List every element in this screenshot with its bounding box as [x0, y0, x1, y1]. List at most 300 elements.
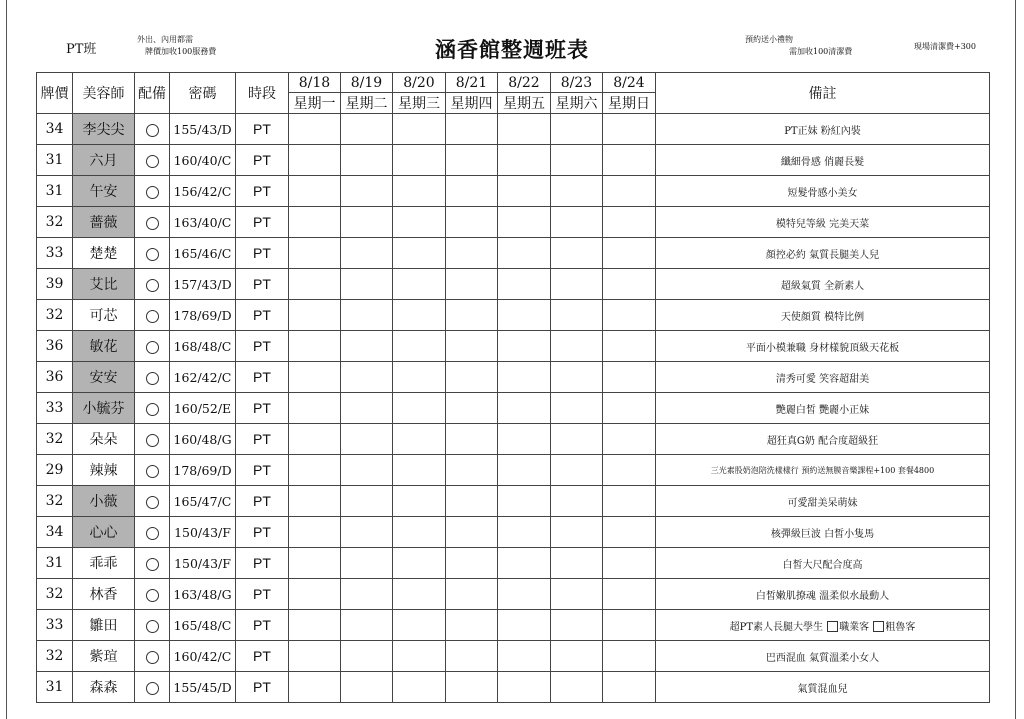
onsite-cleaning-fee-note: 現場清潔費+300 [914, 42, 976, 51]
weekly-schedule-table [36, 72, 990, 703]
circle-icon [146, 279, 159, 292]
stylist-name: 乖乖 [73, 548, 135, 579]
period-cell: PT [236, 393, 289, 424]
equip-cell [135, 455, 170, 486]
day-slot [551, 176, 603, 207]
equip-cell [135, 424, 170, 455]
table-row [37, 269, 990, 300]
equip-cell [135, 269, 170, 300]
day-slot [289, 579, 341, 610]
day-slot [603, 207, 656, 238]
day-slot [551, 455, 603, 486]
table-row [37, 610, 990, 641]
circle-icon [146, 682, 159, 695]
day-slot [498, 331, 551, 362]
stylist-name: 雛田 [73, 610, 135, 641]
note-cell: PT正妹 粉紅內裝 [656, 114, 990, 145]
day-slot [393, 393, 446, 424]
day-slot [446, 238, 498, 269]
note-cell: 氣質混血兒 [656, 672, 990, 703]
price-cell: 32 [37, 486, 73, 517]
measure-cell: 165/46/C [170, 238, 236, 269]
price-cell: 32 [37, 424, 73, 455]
equip-cell [135, 672, 170, 703]
table-row [37, 331, 990, 362]
circle-icon [146, 496, 159, 509]
service-fee-note-line1: 外出、內用都需 [137, 35, 193, 44]
equip-cell [135, 641, 170, 672]
day-slot [289, 176, 341, 207]
day-slot [498, 548, 551, 579]
measure-cell: 165/48/C [170, 610, 236, 641]
circle-icon [146, 434, 159, 447]
note-cell: 可愛甜美呆萌妹 [656, 486, 990, 517]
period-cell: PT [236, 331, 289, 362]
day-slot [603, 517, 656, 548]
day-slot [393, 300, 446, 331]
measure-cell: 160/40/C [170, 145, 236, 176]
note-cell: 顏控必約 氣質長腿美人兒 [656, 238, 990, 269]
day-slot [289, 641, 341, 672]
checkbox-icon [873, 621, 884, 632]
note-text: 職業客 [839, 621, 873, 633]
day-slot [551, 114, 603, 145]
day-slot [341, 362, 393, 393]
day-slot [498, 300, 551, 331]
circle-icon [146, 620, 159, 633]
circle-icon [146, 589, 159, 602]
col-header-measure: 密碼 [170, 73, 236, 114]
day-slot [393, 610, 446, 641]
day-slot [603, 300, 656, 331]
day-slot [446, 548, 498, 579]
circle-icon [146, 465, 159, 478]
note-cell: 短髮骨感小美女 [656, 176, 990, 207]
day-date: 8/20 [393, 73, 446, 93]
table-row [37, 362, 990, 393]
day-slot [603, 672, 656, 703]
day-slot [551, 362, 603, 393]
table-row [37, 548, 990, 579]
table-row [37, 517, 990, 548]
period-cell: PT [236, 300, 289, 331]
stylist-name: 楚楚 [73, 238, 135, 269]
day-slot [498, 641, 551, 672]
price-cell: 32 [37, 300, 73, 331]
equip-cell [135, 114, 170, 145]
day-slot [446, 207, 498, 238]
table-row [37, 486, 990, 517]
stylist-name: 辣辣 [73, 455, 135, 486]
note-cell: 白皙大尺配合度高 [656, 548, 990, 579]
day-slot [603, 610, 656, 641]
day-slot [603, 238, 656, 269]
pt-class-label: PT班 [66, 42, 97, 57]
day-slot [341, 238, 393, 269]
day-slot [393, 672, 446, 703]
day-slot [341, 579, 393, 610]
day-slot [393, 486, 446, 517]
equip-cell [135, 300, 170, 331]
day-slot [289, 517, 341, 548]
measure-cell: 150/43/F [170, 548, 236, 579]
day-slot [603, 548, 656, 579]
price-cell: 32 [37, 207, 73, 238]
period-cell: PT [236, 207, 289, 238]
day-slot [446, 362, 498, 393]
measure-cell: 162/42/C [170, 362, 236, 393]
day-slot [446, 579, 498, 610]
day-slot [498, 579, 551, 610]
col-header-price: 牌價 [37, 73, 73, 114]
period-cell: PT [236, 238, 289, 269]
equip-cell [135, 548, 170, 579]
day-slot [498, 362, 551, 393]
day-slot [393, 145, 446, 176]
day-slot [393, 362, 446, 393]
period-cell: PT [236, 114, 289, 145]
day-slot [341, 455, 393, 486]
measure-cell: 178/69/D [170, 300, 236, 331]
table-row [37, 579, 990, 610]
day-weekday: 星期五 [498, 93, 551, 114]
stylist-name: 森森 [73, 672, 135, 703]
day-slot [289, 238, 341, 269]
circle-icon [146, 248, 159, 261]
equip-cell [135, 517, 170, 548]
col-header-equip: 配備 [135, 73, 170, 114]
circle-icon [146, 310, 159, 323]
price-cell: 31 [37, 548, 73, 579]
day-slot [341, 114, 393, 145]
table-row [37, 300, 990, 331]
table-row [37, 641, 990, 672]
day-date: 8/19 [341, 73, 393, 93]
measure-cell: 168/48/C [170, 331, 236, 362]
stylist-name: 艾比 [73, 269, 135, 300]
day-slot [498, 393, 551, 424]
schedule-rows [37, 114, 990, 703]
stylist-name: 林香 [73, 579, 135, 610]
table-row [37, 424, 990, 455]
day-slot [341, 331, 393, 362]
stylist-name: 李尖尖 [73, 114, 135, 145]
day-slot [341, 269, 393, 300]
circle-icon [146, 558, 159, 571]
stylist-name: 紫瑄 [73, 641, 135, 672]
day-weekday: 星期六 [551, 93, 603, 114]
equip-cell [135, 331, 170, 362]
day-slot [498, 672, 551, 703]
day-slot [603, 393, 656, 424]
day-slot [446, 672, 498, 703]
col-header-period: 時段 [236, 73, 289, 114]
day-slot [341, 207, 393, 238]
day-date: 8/22 [498, 73, 551, 93]
booking-gift-note [745, 34, 852, 58]
day-slot [289, 269, 341, 300]
table-row [37, 238, 990, 269]
day-slot [446, 269, 498, 300]
measure-cell: 150/43/F [170, 517, 236, 548]
note-text: 粗魯客 [885, 621, 916, 633]
equip-cell [135, 176, 170, 207]
note-cell: 三光素股奶泡陪洗樣樣行 預約送無膜音樂課程+100 套餐4800 [656, 455, 990, 486]
day-slot [603, 362, 656, 393]
day-slot [289, 486, 341, 517]
day-slot [551, 517, 603, 548]
day-slot [551, 300, 603, 331]
day-slot [393, 424, 446, 455]
day-slot [446, 331, 498, 362]
note-cell: 纖細骨感 俏麗長髮 [656, 145, 990, 176]
price-cell: 29 [37, 455, 73, 486]
day-slot [341, 517, 393, 548]
day-slot [446, 610, 498, 641]
note-text: 超PT素人長腿大學生 [729, 621, 827, 633]
equip-cell [135, 145, 170, 176]
note-cell: 艷麗白皙 艷麗小正妹 [656, 393, 990, 424]
day-slot [551, 238, 603, 269]
circle-icon [146, 651, 159, 664]
day-slot [446, 486, 498, 517]
day-slot [289, 610, 341, 641]
day-slot [341, 145, 393, 176]
stylist-name: 薔薇 [73, 207, 135, 238]
day-slot [603, 424, 656, 455]
day-slot [393, 176, 446, 207]
period-cell: PT [236, 548, 289, 579]
price-cell: 34 [37, 517, 73, 548]
day-slot [551, 145, 603, 176]
day-slot [289, 548, 341, 579]
day-slot [498, 455, 551, 486]
measure-cell: 155/43/D [170, 114, 236, 145]
note-cell: 天使顏質 模特比例 [656, 300, 990, 331]
day-slot [341, 176, 393, 207]
price-cell: 39 [37, 269, 73, 300]
day-date: 8/18 [289, 73, 341, 93]
day-slot [446, 176, 498, 207]
day-slot [393, 269, 446, 300]
day-slot [393, 114, 446, 145]
stylist-name: 小毓芬 [73, 393, 135, 424]
equip-cell [135, 486, 170, 517]
table-row [37, 672, 990, 703]
day-slot [341, 610, 393, 641]
day-slot [393, 548, 446, 579]
table-row [37, 455, 990, 486]
day-slot [446, 517, 498, 548]
day-slot [446, 393, 498, 424]
note-cell [656, 610, 990, 641]
period-cell: PT [236, 486, 289, 517]
day-date: 8/23 [551, 73, 603, 93]
price-cell: 31 [37, 176, 73, 207]
day-date: 8/24 [603, 73, 656, 93]
period-cell: PT [236, 362, 289, 393]
day-weekday: 星期四 [446, 93, 498, 114]
day-slot [393, 579, 446, 610]
day-slot [289, 672, 341, 703]
page-title: 涵香館整週班表 [435, 37, 589, 62]
equip-cell [135, 393, 170, 424]
period-cell: PT [236, 672, 289, 703]
circle-icon [146, 372, 159, 385]
circle-icon [146, 155, 159, 168]
day-slot [289, 424, 341, 455]
measure-cell: 160/48/G [170, 424, 236, 455]
day-weekday: 星期一 [289, 93, 341, 114]
day-slot [393, 517, 446, 548]
stylist-name: 朵朵 [73, 424, 135, 455]
period-cell: PT [236, 517, 289, 548]
note-cell: 核彈級巨波 白皙小隻馬 [656, 517, 990, 548]
booking-gift-note-line2: 需加收100清潔費 [789, 47, 853, 56]
period-cell: PT [236, 145, 289, 176]
day-slot [551, 424, 603, 455]
day-slot [341, 672, 393, 703]
period-cell: PT [236, 176, 289, 207]
circle-icon [146, 527, 159, 540]
circle-icon [146, 217, 159, 230]
price-cell: 34 [37, 114, 73, 145]
day-slot [551, 579, 603, 610]
day-slot [393, 641, 446, 672]
day-slot [551, 548, 603, 579]
day-weekday: 星期日 [603, 93, 656, 114]
period-cell: PT [236, 424, 289, 455]
price-cell: 33 [37, 238, 73, 269]
day-slot [603, 331, 656, 362]
circle-icon [146, 403, 159, 416]
day-slot [446, 145, 498, 176]
day-slot [446, 424, 498, 455]
booking-gift-note-line1: 預約送小禮物 [745, 35, 793, 44]
day-slot [393, 331, 446, 362]
day-slot [603, 269, 656, 300]
note-cell: 清秀可愛 笑容超甜美 [656, 362, 990, 393]
day-slot [551, 393, 603, 424]
equip-cell [135, 610, 170, 641]
day-slot [341, 486, 393, 517]
table-row [37, 145, 990, 176]
day-slot [289, 362, 341, 393]
measure-cell: 160/42/C [170, 641, 236, 672]
note-cell: 模特兒等級 完美天菜 [656, 207, 990, 238]
day-slot [498, 176, 551, 207]
day-slot [603, 114, 656, 145]
day-slot [551, 672, 603, 703]
day-slot [341, 641, 393, 672]
day-slot [341, 300, 393, 331]
day-slot [551, 610, 603, 641]
service-fee-note-line2: 牌價加收100服務費 [145, 47, 217, 56]
checkbox-icon [827, 621, 838, 632]
day-slot [603, 579, 656, 610]
day-slot [498, 269, 551, 300]
note-cell: 超級氣質 全新素人 [656, 269, 990, 300]
stylist-name: 午安 [73, 176, 135, 207]
day-slot [393, 238, 446, 269]
equip-cell [135, 579, 170, 610]
period-cell: PT [236, 455, 289, 486]
measure-cell: 156/42/C [170, 176, 236, 207]
day-slot [498, 486, 551, 517]
day-slot [498, 517, 551, 548]
day-slot [551, 331, 603, 362]
day-slot [446, 300, 498, 331]
price-cell: 31 [37, 672, 73, 703]
circle-icon [146, 341, 159, 354]
table-row [37, 176, 990, 207]
note-cell: 巴西混血 氣質溫柔小女人 [656, 641, 990, 672]
stylist-name: 可芯 [73, 300, 135, 331]
day-slot [551, 486, 603, 517]
stylist-name: 心心 [73, 517, 135, 548]
day-date: 8/21 [446, 73, 498, 93]
day-slot [446, 455, 498, 486]
note-cell: 白皙嫩肌撩魂 溫柔似水最動人 [656, 579, 990, 610]
day-slot [289, 331, 341, 362]
period-cell: PT [236, 579, 289, 610]
measure-cell: 155/45/D [170, 672, 236, 703]
table-row [37, 114, 990, 145]
day-slot [289, 455, 341, 486]
day-slot [289, 393, 341, 424]
equip-cell [135, 362, 170, 393]
day-slot [603, 176, 656, 207]
circle-icon [146, 186, 159, 199]
note-cell: 超狂真G奶 配合度超級狂 [656, 424, 990, 455]
day-slot [393, 207, 446, 238]
stylist-name: 六月 [73, 145, 135, 176]
measure-cell: 160/52/E [170, 393, 236, 424]
day-slot [498, 207, 551, 238]
stylist-name: 小薇 [73, 486, 135, 517]
day-slot [603, 641, 656, 672]
day-slot [289, 207, 341, 238]
col-header-notes: 備註 [656, 73, 990, 114]
measure-cell: 163/48/G [170, 579, 236, 610]
note-cell: 平面小模兼職 身材樣貌頂級天花板 [656, 331, 990, 362]
equip-cell [135, 207, 170, 238]
day-slot [289, 300, 341, 331]
measure-cell: 163/40/C [170, 207, 236, 238]
day-slot [551, 269, 603, 300]
day-slot [498, 238, 551, 269]
measure-cell: 178/69/D [170, 455, 236, 486]
table-row [37, 393, 990, 424]
price-cell: 33 [37, 610, 73, 641]
equip-cell [135, 238, 170, 269]
day-slot [498, 610, 551, 641]
measure-cell: 157/43/D [170, 269, 236, 300]
day-slot [289, 114, 341, 145]
day-slot [603, 455, 656, 486]
day-weekday: 星期二 [341, 93, 393, 114]
price-cell: 36 [37, 362, 73, 393]
day-slot [498, 114, 551, 145]
day-weekday: 星期三 [393, 93, 446, 114]
price-cell: 31 [37, 145, 73, 176]
period-cell: PT [236, 269, 289, 300]
day-slot [393, 455, 446, 486]
measure-cell: 165/47/C [170, 486, 236, 517]
col-header-stylist: 美容師 [73, 73, 135, 114]
circle-icon [146, 124, 159, 137]
price-cell: 33 [37, 393, 73, 424]
